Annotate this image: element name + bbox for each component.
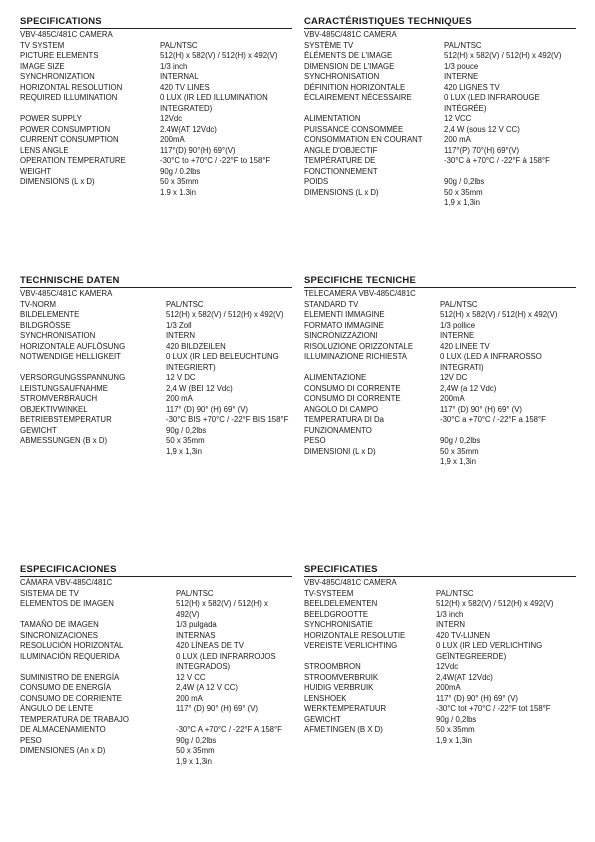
spec-label: SYNCHRONIZATION <box>20 72 95 81</box>
spec-value: 12Vdc <box>160 114 183 123</box>
spec-value <box>444 167 576 178</box>
spec-row <box>20 30 292 41</box>
spec-label: HORIZONTAL RESOLUTION <box>20 82 123 92</box>
spec-row <box>304 352 576 373</box>
spec-row <box>20 641 292 652</box>
spec-label: ÁNGULO DE LENTE <box>20 704 94 713</box>
spec-label: BETRIEBSTEMPERATUR <box>20 415 112 424</box>
spec-value <box>436 578 576 589</box>
spec-value: 90g / 0,2lbs <box>440 436 481 445</box>
spec-value: 420 BILDZEILEN <box>166 341 226 351</box>
spec-value: 50 x 35mm 1,9 x 1,3in <box>436 725 475 745</box>
spec-row <box>304 683 576 694</box>
spec-table <box>304 30 576 209</box>
spec-value <box>440 426 576 437</box>
section-spanish <box>20 564 292 767</box>
spec-value: 90g / 0,2lbs <box>444 177 485 186</box>
spec-value: 50 x 35mm 1,9 x 1,3in <box>166 436 205 456</box>
spec-label: CONSOMMATION EN COURANT <box>304 135 423 144</box>
spec-value: -30°C A +70°C / -22°F A 158°F <box>176 725 282 734</box>
spec-label: LENSHOEK <box>304 693 347 703</box>
spec-value: 12 VCC <box>444 114 472 123</box>
spec-row <box>304 188 576 209</box>
section-title: SPECIFICHE TECNICHE <box>304 275 576 288</box>
spec-value: 50 x 35mm 1.9 x 1.3in <box>160 177 199 197</box>
spec-row <box>304 715 576 726</box>
spec-row <box>304 93 576 114</box>
spec-value: 117° (D) 90° (H) 69° (V) <box>176 704 259 713</box>
spec-label: FORMATO IMMAGINE <box>304 320 384 330</box>
spec-label: PESO <box>20 735 42 745</box>
spec-row <box>304 331 576 342</box>
spec-label: ALIMENTATION <box>304 114 361 123</box>
spec-label: BILDELEMENTE <box>20 310 80 319</box>
spec-row <box>304 51 576 62</box>
spec-value: 50 x 35mm 1,9 x 1,3in <box>444 187 483 207</box>
spec-row <box>304 41 576 52</box>
spec-row <box>20 352 292 373</box>
spec-label: VBV-485C/481C CAMERA <box>304 30 397 39</box>
spec-row <box>20 177 292 198</box>
spec-value: 2,4W (a 12 Vdc) <box>440 383 497 393</box>
spec-value: 2,4 W (sous 12 V CC) <box>444 124 520 134</box>
spec-row <box>304 30 576 41</box>
spec-row <box>20 436 292 457</box>
spec-value: 0 LUX (IR LED VERLICHTING GEÏNTEGREERDE) <box>436 641 543 661</box>
spec-value <box>176 715 292 726</box>
spec-label: POWER CONSUMPTION <box>20 124 111 134</box>
spec-label: IMAGE SIZE <box>20 61 65 71</box>
spec-row <box>304 373 576 384</box>
spec-row <box>20 135 292 146</box>
spec-value: 200 mA <box>166 394 193 403</box>
spec-row <box>304 125 576 136</box>
spec-row <box>304 620 576 631</box>
spec-value: 512(H) x 582(V) / 512(H) x 492(V) <box>440 310 558 319</box>
spec-value: 90g / 0,2lbs <box>436 714 477 724</box>
spec-label: DIMENSIONS (L x D) <box>20 177 95 186</box>
spec-row <box>20 83 292 94</box>
spec-value: 0 LUX (IR LED ILLUMINATION INTEGRATED) <box>160 93 268 113</box>
spec-value: 117°(D) 90°(H) 69°(V) <box>160 145 236 155</box>
spec-row <box>20 415 292 426</box>
spec-label: PUISSANCE CONSOMMÉE <box>304 124 404 134</box>
spec-value: 12 V DC <box>166 373 196 382</box>
spec-value: 50 x 35mm 1,9 x 1,3in <box>440 446 479 466</box>
spec-row <box>20 93 292 114</box>
section-dutch <box>304 564 576 746</box>
spec-label: FUNZIONAMENTO <box>304 425 372 435</box>
spec-label: SYNCHRONISATIE <box>304 620 373 629</box>
spec-row <box>20 114 292 125</box>
spec-value: 512(H) x 582(V) / 512(H) x 492(V) <box>444 51 562 60</box>
spec-label: HORIZONTALE AUFLÖSUNG <box>20 341 126 351</box>
spec-value: 12Vdc <box>436 662 459 671</box>
spec-value: 0 LUX (IR LED BELEUCHTUNG INTEGRIERT) <box>166 352 279 372</box>
spec-table <box>304 289 576 468</box>
spec-label: STANDARD TV <box>304 299 359 309</box>
spec-row <box>304 394 576 405</box>
spec-label: SUMINISTRO DE ENERGÍA <box>20 672 120 682</box>
spec-row <box>20 673 292 684</box>
spec-label: LEISTUNGSAUFNAHME <box>20 383 108 393</box>
spec-row <box>304 114 576 125</box>
section-title: TECHNISCHE DATEN <box>20 275 292 288</box>
spec-value: INTERN <box>166 331 196 340</box>
spec-row <box>20 736 292 747</box>
spec-table <box>20 289 292 457</box>
spec-value: 2,4 W (BEI 12 Vdc) <box>166 383 233 393</box>
spec-row <box>304 177 576 188</box>
spec-label: STROOMBRON <box>304 662 361 671</box>
spec-value: 1/3 inch <box>436 609 464 619</box>
spec-label: TV SYSTEM <box>20 40 65 50</box>
spec-value: 117°(P) 70°(H) 69°(V) <box>444 145 520 155</box>
spec-value: 2.4W(AT 12Vdc) <box>160 124 217 134</box>
spec-value: INTERNE <box>444 72 479 81</box>
spec-value: 420 LIGNES TV <box>444 82 500 92</box>
spec-label: SISTEMA DE TV <box>20 588 79 598</box>
spec-value <box>160 30 292 41</box>
spec-value: 512(H) x 582(V) / 512(H) x 492(V) <box>176 599 268 619</box>
spec-value: 0 LUX (LED INFRARROJOS INTEGRADOS) <box>176 651 276 671</box>
spec-value: 512(H) x 582(V) / 512(H) x 492(V) <box>436 599 554 608</box>
spec-row <box>20 331 292 342</box>
spec-value: 1/3 pouce <box>444 61 479 71</box>
section-title: SPECIFICATIES <box>304 564 576 577</box>
spec-value: 420 TV-LIJNEN <box>436 630 491 640</box>
spec-label: NOTWENDIGE HELLIGKEIT <box>20 352 121 361</box>
spec-label: DE ALMACENAMIENTO <box>20 725 106 734</box>
spec-label: CONSUMO DI CORRENTE <box>304 394 401 403</box>
spec-row <box>20 578 292 589</box>
spec-row <box>20 300 292 311</box>
spec-row <box>20 310 292 321</box>
spec-label: RISOLUZIONE ORIZZONTALE <box>304 341 414 351</box>
section-title: ESPECIFICACIONES <box>20 564 292 577</box>
spec-row <box>304 662 576 673</box>
spec-row <box>304 578 576 589</box>
spec-row <box>20 589 292 600</box>
spec-value: 0 LUX (LED INFRAROUGE INTÉGRÉE) <box>444 93 540 113</box>
spec-label: BEELDELEMENTEN <box>304 599 378 608</box>
spec-row <box>20 394 292 405</box>
spec-label: STROOMVERBRUIK <box>304 672 379 682</box>
spec-value: 50 x 35mm 1,9 x 1,3in <box>176 746 215 766</box>
spec-value: -30°C to +70°C / -22°F to 158°F <box>160 156 271 165</box>
spec-table <box>304 578 576 746</box>
spec-label: ÉLÉMENTS DE L'IMAGE <box>304 51 393 60</box>
spec-label: STROMVERBRAUCH <box>20 394 98 403</box>
spec-row <box>304 631 576 642</box>
spec-label: CURRENT CONSUMPTION <box>20 135 119 144</box>
spec-label: AFMETINGEN (B X D) <box>304 725 383 734</box>
spec-row <box>304 405 576 416</box>
spec-value: 2,4W (A 12 V CC) <box>176 683 238 692</box>
spec-value: -30°C BIS +70°C / -22°F BIS 158°F <box>166 415 289 424</box>
spec-value: INTERNE <box>440 331 475 340</box>
spec-value: 117° (D) 90° (H) 69° (V) <box>440 404 523 414</box>
spec-row <box>20 426 292 437</box>
spec-label: ÉCLAIREMENT NÉCESSAIRE <box>304 93 412 102</box>
spec-value <box>444 30 576 41</box>
spec-row <box>20 51 292 62</box>
spec-row <box>304 384 576 395</box>
spec-value: 90g / 0.2lbs <box>160 166 201 176</box>
spec-label: SYNCHRONISATION <box>304 72 380 81</box>
spec-label: OPERATION TEMPERATURE <box>20 156 126 165</box>
spec-value: PAL/NTSC <box>436 588 474 598</box>
spec-label: VBV-485C/481C CAMERA <box>20 30 113 39</box>
spec-label: SINCRONIZZAZIONI <box>304 331 378 340</box>
section-english <box>20 16 292 198</box>
spec-label: VEREISTE VERLICHTING <box>304 641 398 650</box>
spec-label: ILUMINACIÓN REQUERIDA <box>20 651 120 661</box>
spec-label: REQUIRED ILLUMINATION <box>20 93 118 102</box>
spec-row <box>20 631 292 642</box>
spec-value: 200mA <box>440 394 465 403</box>
spec-row <box>20 599 292 620</box>
spec-row <box>304 83 576 94</box>
spec-row <box>304 342 576 353</box>
spec-row <box>304 321 576 332</box>
spec-row <box>20 72 292 83</box>
spec-row <box>20 373 292 384</box>
spec-label: CÁMARA VBV-485C/481C <box>20 578 113 587</box>
spec-value <box>166 289 292 300</box>
spec-label: BILDGRÖSSE <box>20 320 71 330</box>
spec-value: 200 mA <box>176 693 203 703</box>
spec-value: 420 TV LINES <box>160 82 210 92</box>
spec-label: WEIGHT <box>20 166 52 176</box>
section-title: SPECIFICATIONS <box>20 16 292 29</box>
spec-value: -30°C à +70°C / -22°F à 158°F <box>444 156 550 165</box>
spec-value: 12V DC <box>440 373 468 382</box>
spec-value: 90g / 0,2lbs <box>166 425 207 435</box>
spec-label: PICTURE ELEMENTS <box>20 51 99 60</box>
spec-value: INTERNAL <box>160 72 199 81</box>
spec-label: CONSUMO DI CORRENTE <box>304 383 401 393</box>
spec-label: DIMENSION DE L'IMAGE <box>304 61 395 71</box>
spec-value: 512(H) x 582(V) / 512(H) x 492(V) <box>166 310 284 319</box>
spec-label: DIMENSIONI (L x D) <box>304 446 376 456</box>
spec-label: SINCRONIZACIONES <box>20 630 98 640</box>
spec-value: INTERNAS <box>176 630 216 640</box>
spec-value: 420 LINEE TV <box>440 341 490 351</box>
spec-label: TELECAMERA VBV-485C/481C <box>304 289 416 298</box>
spec-label: CONSUMO DE ENERGÍA <box>20 683 111 692</box>
spec-label: TV-SYSTEEM <box>304 588 354 598</box>
spec-row <box>20 62 292 73</box>
spec-row <box>304 694 576 705</box>
spec-label: HUIDIG VERBRUIK <box>304 683 374 692</box>
spec-value: 512(H) x 582(V) / 512(H) x 492(V) <box>160 51 278 60</box>
spec-label: GEWICHT <box>304 714 341 724</box>
spec-row <box>304 415 576 426</box>
spec-label: PESO <box>304 436 326 445</box>
spec-row <box>20 342 292 353</box>
spec-value: 200 mA <box>444 135 471 144</box>
spec-value: 90g / 0,2lbs <box>176 735 217 745</box>
spec-value: PAL/NTSC <box>176 588 214 598</box>
spec-label: SYNCHRONISATION <box>20 331 96 340</box>
spec-row <box>304 673 576 684</box>
spec-table <box>20 578 292 767</box>
spec-row <box>20 704 292 715</box>
spec-label: GEWICHT <box>20 425 57 435</box>
spec-value: PAL/NTSC <box>440 299 478 309</box>
spec-row <box>20 125 292 136</box>
spec-value: 1/3 inch <box>160 61 188 71</box>
spec-value: 1/3 Zoll <box>166 320 192 330</box>
spec-row <box>304 156 576 167</box>
spec-label: OBJEKTIVWINKEL <box>20 404 88 414</box>
spec-row <box>304 62 576 73</box>
spec-label: ELEMENTOS DE IMAGEN <box>20 599 114 608</box>
spec-value: -30°C tot +70°C / -22°F tot 158°F <box>436 704 551 713</box>
spec-value: 12 V CC <box>176 672 206 682</box>
spec-row <box>20 146 292 157</box>
spec-value: 117° (D) 90° (H) 69° (V) <box>166 404 249 414</box>
spec-label: TV-NORM <box>20 299 56 309</box>
spec-value: 1/3 pulgada <box>176 620 217 629</box>
spec-row <box>304 725 576 746</box>
spec-label: DIMENSIONS (L x D) <box>304 187 379 197</box>
spec-row <box>304 146 576 157</box>
spec-label: WERKTEMPERATUUR <box>304 704 387 713</box>
spec-value: 200mA <box>436 683 461 692</box>
spec-row <box>20 167 292 178</box>
spec-label: SYSTÈME TV <box>304 40 354 50</box>
spec-row <box>304 610 576 621</box>
spec-row <box>20 289 292 300</box>
spec-label: ALIMENTAZIONE <box>304 373 367 382</box>
spec-row <box>304 135 576 146</box>
spec-label: BEELDGROOTTE <box>304 609 369 619</box>
spec-value: 2,4W(AT 12Vdc) <box>436 672 493 682</box>
spec-label: ANGLE D'OBJECTIF <box>304 145 378 155</box>
spec-value <box>440 289 576 300</box>
spec-value: INTERN <box>436 620 466 629</box>
spec-value: 0 LUX (LED A INFRAROSSO INTEGRATI) <box>440 352 542 372</box>
spec-row <box>20 405 292 416</box>
spec-row <box>304 289 576 300</box>
spec-label: TEMPÉRATURE DE <box>304 156 376 165</box>
spec-row <box>304 704 576 715</box>
spec-row <box>304 72 576 83</box>
spec-value: 200mA <box>160 135 185 144</box>
spec-label: ABMESSUNGEN (B x D) <box>20 436 108 445</box>
spec-value: -30°C a +70°C / -22°F a 158°F <box>440 415 546 424</box>
section-italian <box>304 275 576 468</box>
spec-row <box>304 641 576 662</box>
spec-row <box>20 746 292 767</box>
spec-row <box>20 156 292 167</box>
spec-row <box>304 300 576 311</box>
spec-label: CONSUMO DE CORRIENTE <box>20 693 122 703</box>
spec-label: VBV-485C/481C CAMERA <box>304 578 397 587</box>
spec-label: ELEMENTI IMMAGINE <box>304 310 385 319</box>
spec-table <box>20 30 292 198</box>
spec-row <box>20 321 292 332</box>
spec-label: LENS ANGLE <box>20 145 69 155</box>
spec-row <box>20 652 292 673</box>
spec-label: TEMPERATURA DI Da <box>304 415 385 424</box>
spec-row <box>20 694 292 705</box>
spec-row <box>20 725 292 736</box>
spec-row <box>20 41 292 52</box>
spec-row <box>20 620 292 631</box>
spec-value: PAL/NTSC <box>160 40 198 50</box>
spec-label: DÉFINITION HORIZONTALE <box>304 82 406 92</box>
spec-label: RESOLUCIÓN HORIZONTAL <box>20 641 124 650</box>
spec-label: ANGOLO DI CAMPO <box>304 404 379 414</box>
spec-row <box>304 436 576 447</box>
spec-row <box>304 310 576 321</box>
spec-row <box>20 384 292 395</box>
spec-value: 117° (D) 90° (H) 69° (V) <box>436 693 519 703</box>
spec-value: 1/3 pollice <box>440 320 476 330</box>
spec-label: FONCTIONNEMENT <box>304 166 378 176</box>
spec-row <box>304 167 576 178</box>
spec-label: TEMPERATURA DE TRABAJO <box>20 714 129 724</box>
spec-value: PAL/NTSC <box>166 299 204 309</box>
spec-row <box>20 715 292 726</box>
spec-label: DIMENSIONES (An x D) <box>20 746 106 755</box>
spec-row <box>304 599 576 610</box>
section-french <box>304 16 576 209</box>
spec-value: PAL/NTSC <box>444 40 482 50</box>
section-german <box>20 275 292 457</box>
spec-row <box>304 447 576 468</box>
spec-row <box>304 589 576 600</box>
section-title: CARACTÉRISTIQUES TECHNIQUES <box>304 16 576 29</box>
spec-value <box>176 578 292 589</box>
spec-label: ILLUMINAZIONE RICHIESTA <box>304 352 407 361</box>
spec-label: VBV-485C/481C KAMERA <box>20 289 113 298</box>
spec-label: POWER SUPPLY <box>20 114 82 123</box>
spec-value: 420 LÍNEAS DE TV <box>176 641 244 650</box>
spec-label: TAMAÑO DE IMAGEN <box>20 620 99 629</box>
spec-label: VERSORGUNGSSPANNUNG <box>20 373 126 382</box>
spec-label: POIDS <box>304 177 329 186</box>
spec-row <box>304 426 576 437</box>
spec-label: HORIZONTALE RESOLUTIE <box>304 630 406 640</box>
spec-row <box>20 683 292 694</box>
